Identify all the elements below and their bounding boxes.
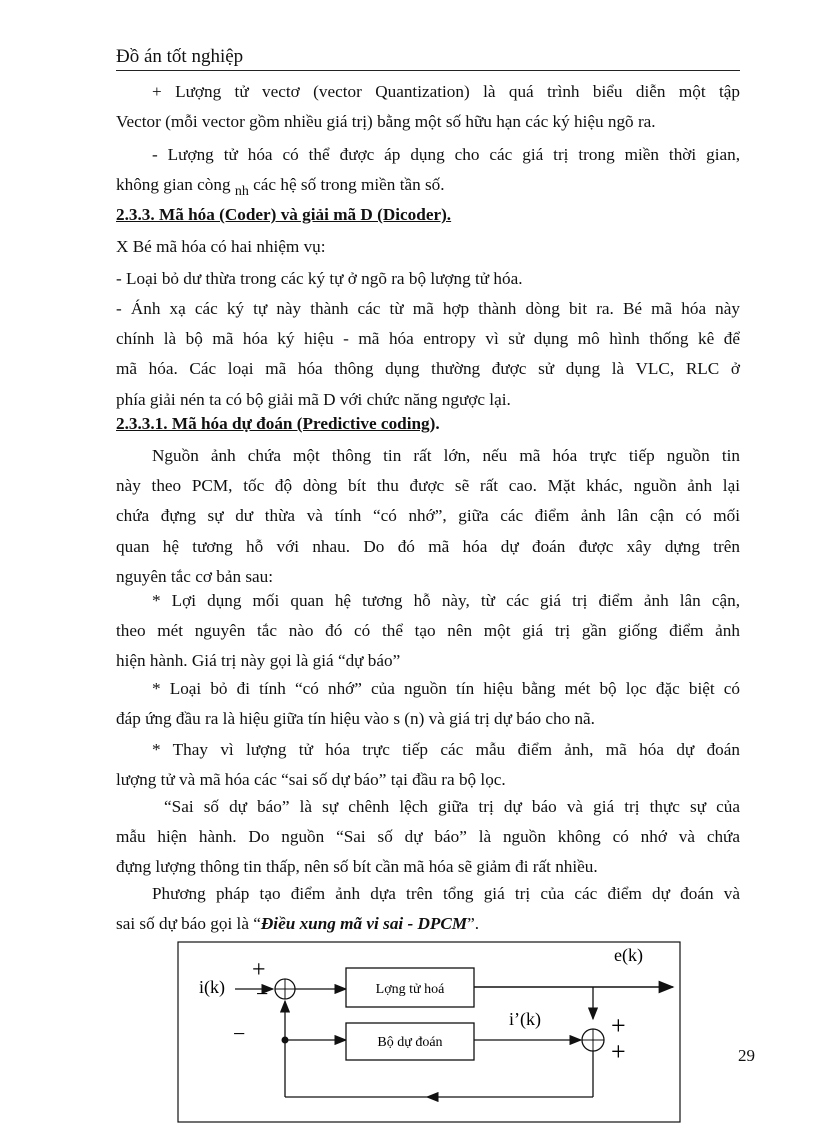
paragraph-quantization-domains — [116, 140, 740, 207]
subsection-heading-predictive: 2.3.3.1. Mã hóa dự đoán (Predictive coding). — [116, 414, 440, 433]
text-line: chứa đựng sự dư thừa và tính “có nhớ”, giữa các điểm ảnh lân cận có mối — [116, 506, 740, 526]
adder-plus-sign-bottom: + — [611, 1037, 626, 1066]
text-line: không gian còng $_{nh}$ các hệ số trong miền tần số. — [116, 175, 445, 200]
text-line: đáp ứng đầu ra là hiệu giữa tín hiệu vào s (n) và giá trị dự báo cho nã. — [116, 709, 595, 729]
subtractor-circle — [275, 979, 295, 999]
text-line: chính là bộ mã hóa ký hiệu - mã hóa entropy vì sử dụng mô hình thống kê để — [116, 329, 740, 349]
text-line: * Lợi dụng mối quan hệ tương hỗ này, từ các giá trị điểm ảnh lân cận, — [152, 591, 740, 610]
text-line: * Thay vì lượng tử hóa trực tiếp các mẫu điểm ảnh, mã hóa dự đoán — [152, 740, 740, 759]
adder-circle — [582, 1029, 604, 1051]
paragraph-principle-2 — [116, 674, 740, 734]
subtractor-plus-sign: + — [252, 957, 266, 983]
paragraph-remove-redundancy: - Loại bỏ dư thừa trong các ký tự ở ngõ ra bộ lượng tử hóa. — [116, 269, 523, 288]
paragraph-vector-quantization — [116, 77, 740, 137]
text-line: - Ánh xạ các ký tự này thành các từ mã hợp thành dòng bit ra. Bé mã hóa này — [116, 299, 740, 318]
output-label: e(k) — [614, 945, 643, 965]
page-header: Đồ án tốt nghiệp — [116, 46, 740, 71]
paragraph-principle-1 — [116, 586, 740, 677]
subtractor-minus-sign: − — [256, 981, 269, 1006]
text-line: - Lượng tử hóa có thể được áp dụng cho các giá trị trong miền thời gian, — [152, 145, 740, 164]
dpcm-block-diagram — [177, 941, 681, 1129]
text-line: hiện hành. Giá trị này gọi là giá “dự báo” — [116, 651, 401, 671]
adder-plus-sign-top: + — [611, 1011, 626, 1040]
feedback-minus-sign: − — [233, 1021, 246, 1046]
paragraph-image-source — [116, 441, 740, 592]
text-line: Nguồn ảnh chứa một thông tin rất lớn, nếu mã hóa trực tiếp nguồn tin — [152, 446, 740, 465]
text-line: * Loại bỏ đi tính “có nhớ” của nguồn tín hiệu bằng mét bộ lọc đặc biệt có — [152, 679, 740, 698]
paragraph-dpcm — [116, 879, 740, 939]
text-line: này theo PCM, tốc độ dòng bít thu được sẽ rất cao. Mặt khác, nguồn ảnh lại — [116, 476, 740, 496]
quantizer-label: Lợng tử hoá — [375, 982, 445, 997]
predictor-label: Bộ dự đoán — [377, 1035, 443, 1050]
text-line: sai số dự báo gọi là “Điều xung mã vi sai - DPCM”. — [116, 914, 480, 934]
prediction-label: i’(k) — [509, 1009, 541, 1029]
text-line: lượng tử và mã hóa các “sai số dự báo” tại đầu ra bộ lọc. — [116, 770, 506, 790]
text-line: theo mét nguyên tắc nào đó có thể tạo nên một giá trị gần giống điểm ảnh — [116, 621, 740, 641]
text-line: nguyên tắc cơ bản sau: — [116, 566, 274, 586]
text-line: Phương pháp tạo điểm ảnh dựa trên tổng giá trị của các điểm dự đoán và — [152, 884, 740, 903]
text-line: + Lượng tử vectơ (vector Quantization) là quá trình biểu diễn một tập — [152, 82, 740, 101]
text-line: mã hóa. Các loại mã hóa thông dụng thường được sử dụng là VLC, RLC ở — [116, 359, 740, 379]
text-line: phía giải nén ta có bộ giải mã D với chức năng ngược lại. — [116, 389, 511, 409]
page-number: 29 — [738, 1046, 755, 1065]
text-line: mẫu hiện hành. Do nguồn “Sai số dự báo” là nguồn không có nhớ và chứa — [116, 827, 740, 847]
paragraph-principle-3 — [116, 735, 740, 795]
text-line: quan hệ tương hỗ với nhau. Do đó mã hóa dự đoán được xây dựng trên — [116, 536, 740, 556]
section-heading-coder: 2.3.3. Mã hóa (Coder) và giải mã D (Dicoder). — [116, 205, 452, 224]
paragraph-prediction-error — [116, 792, 740, 883]
text-line: Vector (mỗi vector gồm nhiều giá trị) bằng một số hữu hạn các ký hiệu ngõ ra. — [116, 112, 656, 132]
input-label: i(k) — [199, 977, 225, 997]
paragraph-coder-tasks: X Bé mã hóa có hai nhiệm vụ: — [116, 237, 326, 256]
paragraph-mapping — [116, 294, 740, 415]
text-line: đựng lượng thông tin thấp, nên số bít cần mã hóa sẽ giảm đi rất nhiều. — [116, 857, 598, 877]
text-line: “Sai số dự báo” là sự chênh lệch giữa trị dự báo và giá trị thực sự của — [164, 797, 740, 816]
